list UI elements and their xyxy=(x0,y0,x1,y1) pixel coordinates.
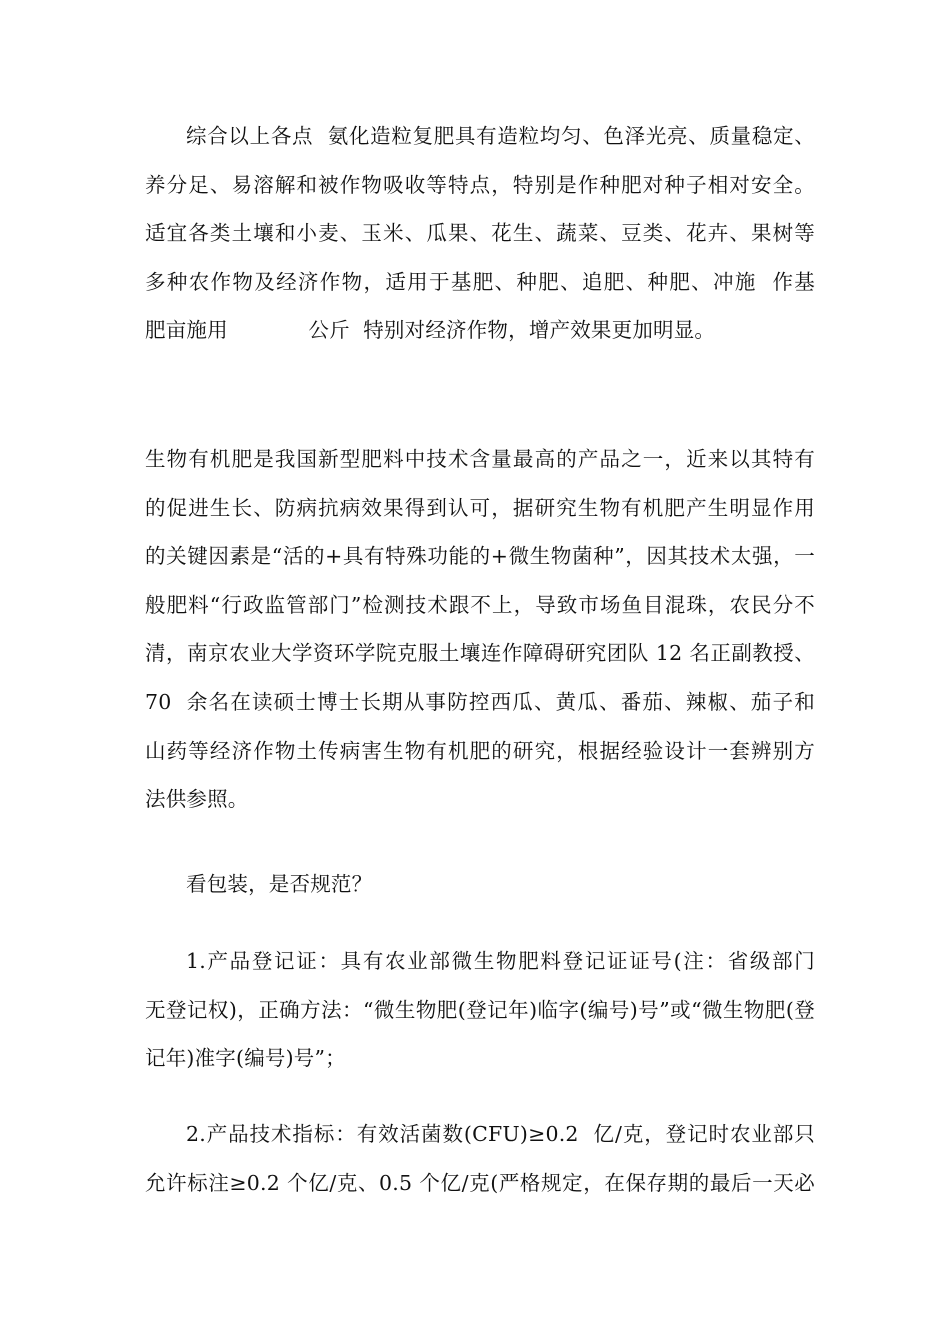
text-line: 允许标注≥0.2 个亿/克、0.5 个亿/克(严格规定，在保存期的最后一天必 xyxy=(145,1170,815,1195)
text-line: 养分足、易溶解和被作物吸收等特点，特别是作种肥对种子相对安全。 xyxy=(145,172,815,197)
text-line: 综合以上各点 氨化造粒复肥具有造粒均匀、色泽光亮、质量稳定、 xyxy=(186,124,815,148)
text-line: 多种农作物及经济作物，适用于基肥、种肥、追肥、种肥、冲施 作基 xyxy=(145,269,815,294)
text-line: 的关键因素是“活的+具有特殊功能的+微生物菌种”，因其技术太强，一 xyxy=(145,544,815,569)
item-registration-certificate xyxy=(145,937,815,1083)
text-line: 山药等经济作物土传病害生物有机肥的研究，根据经验设计一套辨别方 xyxy=(145,738,815,763)
text-line: 肥亩施用 公斤 特别对经济作物，增产效果更加明显。 xyxy=(145,318,716,343)
paragraph-bio-organic-fertilizer xyxy=(145,435,815,824)
text-line: 的促进生长、防病抗病效果得到认可，据研究生物有机肥产生明显作用 xyxy=(145,495,815,520)
text-line: 无登记权)，正确方法：“微生物肥(登记年)临字(编号)号”或“微生物肥(登 xyxy=(145,997,815,1022)
text-line: 2.产品技术指标：有效活菌数(CFU)≥0.2 亿/克，登记时农业部只 xyxy=(186,1122,815,1146)
item-technical-indicators xyxy=(145,1110,815,1207)
text-line: 般肥料“行政监管部门”检测技术跟不上，导致市场鱼目混珠，农民分不 xyxy=(145,592,815,617)
paragraph-fertilizer-summary xyxy=(145,112,815,355)
text-line: 清，南京农业大学资环学院克服土壤连作障碍研究团队 12 名正副教授、 xyxy=(145,641,815,666)
text-line: 适宜各类土壤和小麦、玉米、瓜果、花生、蔬菜、豆类、花卉、果树等 xyxy=(145,221,815,246)
text-line: 1.产品登记证：具有农业部微生物肥料登记证证号(注：省级部门 xyxy=(186,949,815,973)
section-heading-packaging xyxy=(145,860,815,909)
text-line: 70 余名在读硕士博士长期从事防控西瓜、黄瓜、番茄、辣椒、茄子和 xyxy=(145,689,815,714)
text-line: 法供参照。 xyxy=(145,787,249,812)
text-line: 记年)准字(编号)号”； xyxy=(145,1046,346,1071)
text-line: 生物有机肥是我国新型肥料中技术含量最高的产品之一，近来以其特有 xyxy=(145,447,815,471)
section-heading-text: 看包装，是否规范？ xyxy=(186,872,373,896)
